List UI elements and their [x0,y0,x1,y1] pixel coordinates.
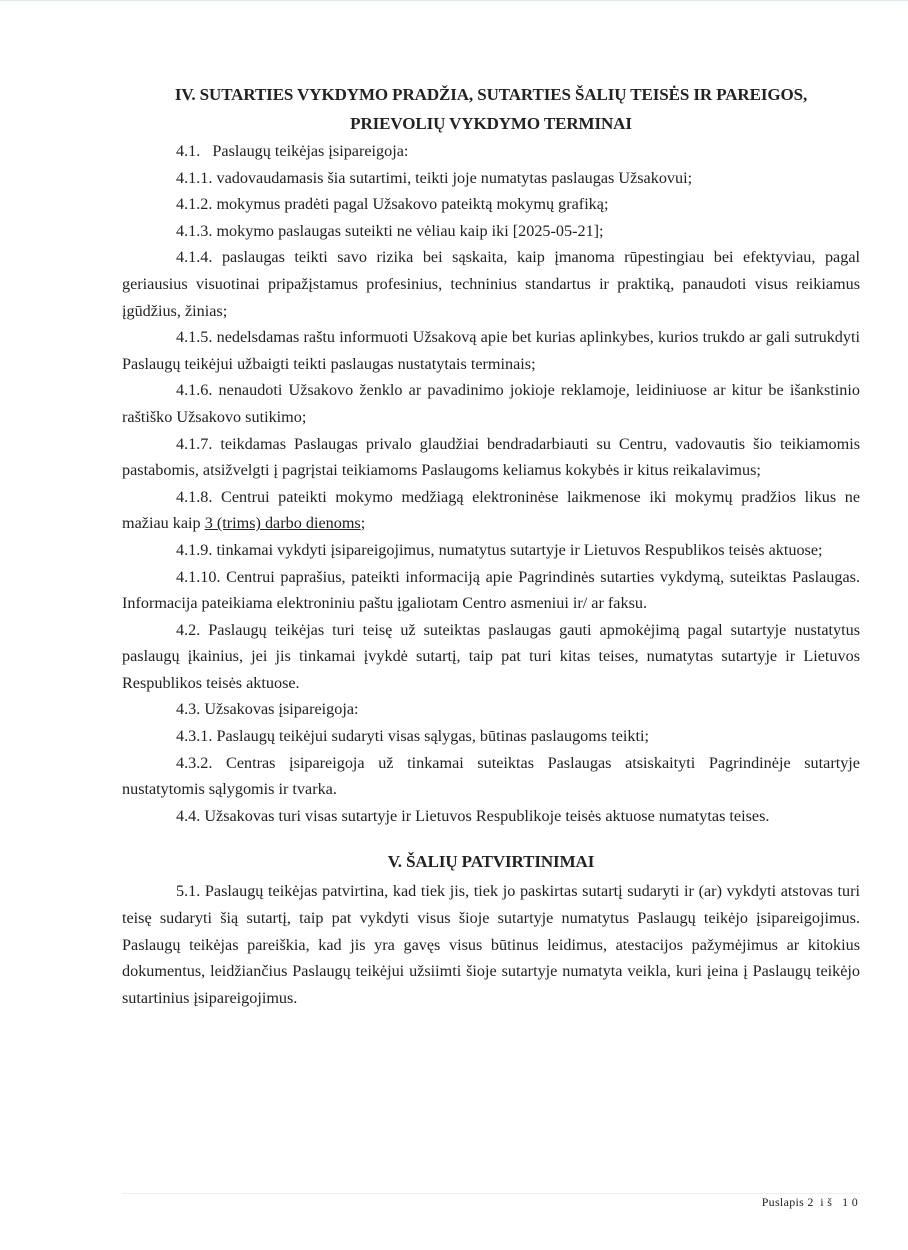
page-number: Puslapis 2 i š 1 0 [761,1195,858,1209]
clause-4-3-2: 4.3.2. Centras įsipareigoja už tinkamai suteiktas Paslaugas atsiskaityti Pagrindinėje sutartyje nustatytomis sąlygomis ir tvarka. [122,753,860,799]
clause-4-3: 4.3. Užsakovas įsipareigoja: [176,700,359,719]
clause-4-1-5: 4.1.5. nedelsdamas raštu informuoti Užsakovą apie bet kurias aplinkybes, kurios trukdo ar gali sutrukdyti Paslaugų teikėjui užbaigti teikti paslaugas nustatytais terminais; [122,328,860,373]
section-4-heading [122,80,860,138]
clause-4-1-6: 4.1.6. nenaudoti Užsakovo ženklo ar pavadinimo jokioje reklamoje, leidiniuose ar kitur be išankstinio raštiško Užsakovo sutikimo; [122,381,860,426]
clause-4-1-1: 4.1.1. vadovaudamasis šia sutartimi, teikti joje numatytas paslaugas Užsakovui; [176,168,693,187]
clause-4-1-8-text: 4.1.8. Centrui pateikti mokymo medžiagą elektroninėse laikmenose iki mokymų pradžios likus ne mažiau kaip [122,487,860,533]
clause-4-4: 4.4. Užsakovas turi visas sutartyje ir Lietuvos Respublikoje teisės aktuose numatytas teises. [176,806,770,825]
page-top-border [0,0,908,1]
section-5-heading: V. ŠALIŲ PATVIRTINIMAI [387,852,595,872]
footer-divider [122,1193,860,1194]
clause-4-1-3: 4.1.3. mokymo paslaugas suteikti ne vėliau kaip iki [2025-05-21]; [176,221,604,240]
clause-4-1-4: 4.1.4. paslaugas teikti savo rizika bei sąskaita, kaip įmanoma rūpestingiau bei efektyviau, pagal geriausius visuotinai pripažįstamus profesinius, techninius standartus ir praktiką, panaudoti visus reikiamus įgūdžius, žinias; [122,248,860,320]
document-page [122,80,860,1011]
clause-4-1-8-deadline: 3 (trims) darbo dienoms [204,514,361,533]
clause-5-1: 5.1. Paslaugų teikėjas patvirtina, kad tiek jis, tiek jo paskirtas sutartį sudaryti ir (ar) vykdyti atstovas turi teisę sudaryti šią sutartį, taip pat vykdyti visus šioje sutartyje numatytus Paslaugų teikėjo įsipareigojimus. Paslaugų teikėjas pareiškia, kad jis yra gavęs visus būtinus leidimus, atestacijos pažymėjimus ar kitokius dokumentus, leidžiančius Paslaugų teikėjui užsiimti šioje sutartyje numatyta veikla, kuri įeina į Paslaugų teikėjo sutartinius įsipareigojimus. [122,882,860,1007]
clause-4-2: 4.2. Paslaugų teikėjas turi teisę už suteiktas paslaugas gauti apmokėjimą pagal sutartyje nustatytus paslaugų įkainius, jei jis tinkamai įvykdė sutartį, taip pat turi kitas teises, numatytas sutartyje ir Lietuvos Respublikos teisės aktuose. [122,620,860,692]
clause-4-1-2: 4.1.2. mokymus pradėti pagal Užsakovo pateiktą mokymų grafiką; [176,195,609,214]
section-4-heading-line-1: IV. SUTARTIES VYKDYMO PRADŽIA, SUTARTIES ŠALIŲ TEISĖS IR PAREIGOS, [174,85,808,104]
clause-4-1-10: 4.1.10. Centrui paprašius, pateikti informaciją apie Pagrindinės sutarties vykdymą, suteiktas Paslaugas. Informacija pateikiama elektroniniu paštu įgaliotam Centro asmeniui ir/ ar faksu. [122,567,860,613]
clause-4-1-7: 4.1.7. teikdamas Paslaugas privalo glaudžiai bendradarbiauti su Centru, vadovautis šio teikiamomis pastabomis, atsižvelgti į pagrįstai teikiamoms Paslaugoms keliamus kokybės ir kitus reikalavimus; [122,434,860,480]
section-4-heading-line-2: PRIEVOLIŲ VYKDYMO TERMINAI [350,114,632,133]
clause-4-1-9: 4.1.9. tinkamai vykdyti įsipareigojimus, numatytus sutartyje ir Lietuvos Respublikos teisės aktuose; [176,540,823,559]
clause-4-1-8 [122,484,860,537]
clause-4-1: 4.1. Paslaugų teikėjas įsipareigoja: [176,142,409,160]
clause-4-3-1: 4.3.1. Paslaugų teikėjui sudaryti visas sąlygas, būtinas paslaugoms teikti; [176,727,649,746]
clause-4-1-8-end: ; [360,514,366,533]
